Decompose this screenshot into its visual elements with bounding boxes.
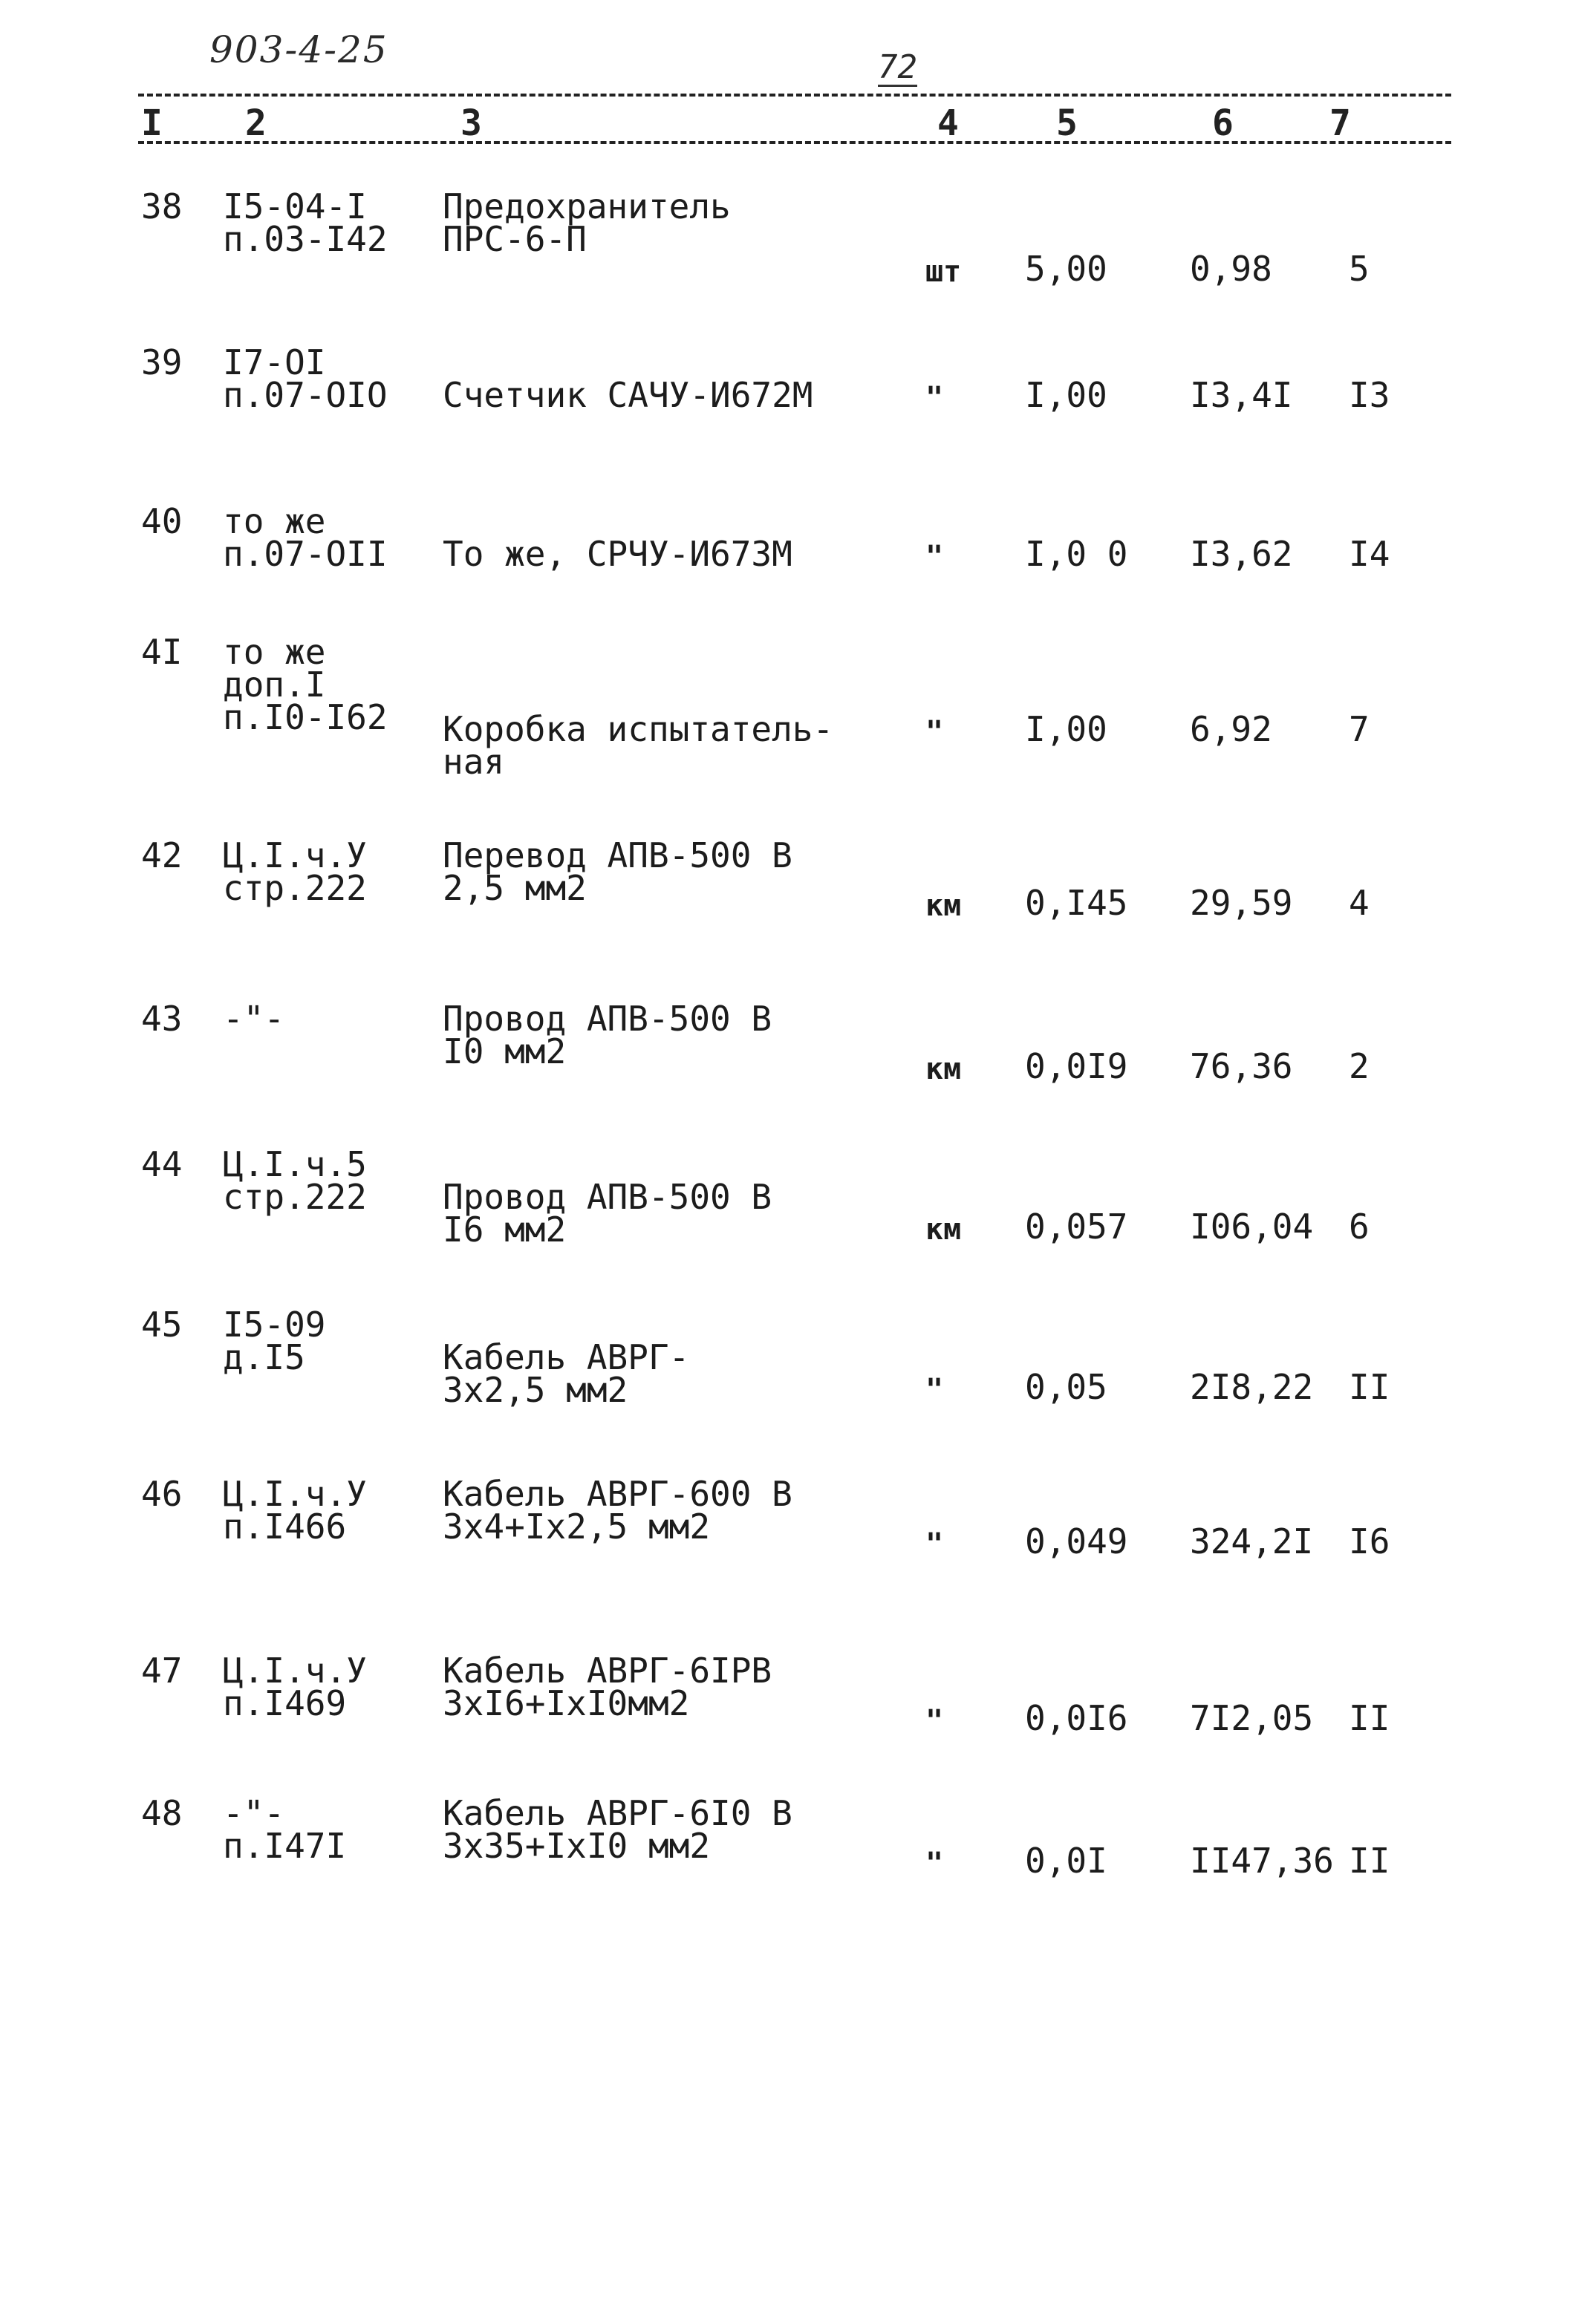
unit-cell: " xyxy=(925,1847,944,1881)
row-number: 4I xyxy=(141,632,183,672)
reference-line: Ц.I.ч.5 xyxy=(223,1144,367,1184)
unit-price-cell: II47,36 xyxy=(1190,1841,1334,1881)
header-bottom-rule xyxy=(138,141,1451,144)
reference-cell xyxy=(223,501,388,574)
column-header-4: 4 xyxy=(937,102,959,144)
quantity-cell: 0,0I6 xyxy=(1025,1698,1128,1738)
item-name-cell xyxy=(443,186,731,259)
reference-cell xyxy=(223,1144,367,1217)
item-name-line: То же, СРЧУ-И673М xyxy=(443,534,792,574)
reference-line: п.I466 xyxy=(223,1507,347,1547)
quantity-cell: 0,I45 xyxy=(1025,883,1128,923)
item-name-line: Коробка испытатель- xyxy=(443,709,834,749)
total-cell: I3 xyxy=(1349,375,1390,415)
row-number: 43 xyxy=(141,999,183,1039)
page-number: 72 xyxy=(878,48,917,86)
item-name-line: Предохранитель xyxy=(443,186,731,226)
unit-cell: " xyxy=(925,715,944,749)
column-header-3: 3 xyxy=(460,102,482,144)
reference-line: п.I47I xyxy=(223,1826,347,1866)
item-name-cell xyxy=(443,999,772,1071)
reference-line: п.03-I42 xyxy=(223,219,388,259)
unit-price-cell: 324,2I xyxy=(1190,1521,1314,1561)
unit-price-cell: 6,92 xyxy=(1190,709,1272,749)
total-cell: 2 xyxy=(1349,1046,1370,1086)
row-number: 39 xyxy=(141,342,183,382)
column-header-5: 5 xyxy=(1056,102,1078,144)
total-cell: I6 xyxy=(1349,1521,1390,1561)
item-name-cell xyxy=(443,1177,772,1250)
quantity-cell: 0,05 xyxy=(1025,1367,1107,1407)
unit-price-cell: 7I2,05 xyxy=(1190,1698,1314,1738)
total-cell: 5 xyxy=(1349,249,1370,289)
reference-cell xyxy=(223,1305,326,1377)
unit-price-cell: I3,4I xyxy=(1190,375,1293,415)
item-name-line: I6 мм2 xyxy=(443,1210,567,1250)
item-name-line: Счетчик САЧУ-И672М xyxy=(443,375,813,415)
quantity-cell: 0,0I xyxy=(1025,1841,1107,1881)
item-name-line: I0 мм2 xyxy=(443,1031,567,1071)
total-cell: II xyxy=(1349,1841,1390,1881)
header-top-rule xyxy=(138,94,1451,97)
item-name-line: Перевод АПВ-500 В xyxy=(443,835,792,875)
item-name-line: Провод АПВ-500 В xyxy=(443,999,772,1039)
item-name-cell xyxy=(443,1651,772,1723)
item-name-line: Провод АПВ-500 В xyxy=(443,1177,772,1217)
total-cell: II xyxy=(1349,1367,1390,1407)
row-number: 42 xyxy=(141,835,183,875)
column-header-7: 7 xyxy=(1329,102,1351,144)
unit-cell: " xyxy=(925,381,944,415)
item-name-line: Кабель АВРГ- xyxy=(443,1337,690,1377)
item-name-line: ная xyxy=(443,742,505,782)
reference-cell xyxy=(223,835,367,908)
unit-price-cell: 76,36 xyxy=(1190,1046,1293,1086)
reference-line: п.07-OII xyxy=(223,534,388,574)
reference-line: стр.222 xyxy=(223,868,367,908)
column-header-6: 6 xyxy=(1212,102,1234,144)
unit-price-cell: 29,59 xyxy=(1190,883,1293,923)
total-cell: I4 xyxy=(1349,534,1390,574)
row-number: 46 xyxy=(141,1474,183,1514)
unit-cell: " xyxy=(925,1373,944,1407)
item-name-line: 2,5 мм2 xyxy=(443,868,587,908)
unit-cell: " xyxy=(925,540,944,574)
item-name-cell xyxy=(443,534,792,574)
row-number: 48 xyxy=(141,1793,183,1833)
quantity-cell: I,00 xyxy=(1025,375,1107,415)
reference-cell xyxy=(223,342,388,415)
unit-price-cell: 0,98 xyxy=(1190,249,1272,289)
item-name-cell xyxy=(443,1474,792,1547)
reference-cell xyxy=(223,632,388,737)
item-name-line: 3х4+Iх2,5 мм2 xyxy=(443,1507,711,1547)
reference-line: Ц.I.ч.У xyxy=(223,1651,367,1691)
quantity-cell: 0,057 xyxy=(1025,1207,1128,1247)
reference-line: I7-OI xyxy=(223,342,326,382)
reference-line: I5-04-I xyxy=(223,186,367,226)
reference-line: -"- xyxy=(223,999,285,1039)
item-name-line: Кабель АВРГ-6I0 В xyxy=(443,1793,792,1833)
item-name-cell xyxy=(443,1793,792,1866)
total-cell: 4 xyxy=(1349,883,1370,923)
reference-cell xyxy=(223,186,388,259)
unit-cell: шт xyxy=(925,255,962,289)
row-number: 47 xyxy=(141,1651,183,1691)
quantity-cell: I,0 0 xyxy=(1025,534,1128,574)
reference-line: п.07-OIO xyxy=(223,375,388,415)
reference-line: п.I469 xyxy=(223,1683,347,1723)
unit-cell: км xyxy=(925,1052,962,1086)
reference-cell xyxy=(223,999,285,1039)
quantity-cell: 0,0I9 xyxy=(1025,1046,1128,1086)
unit-price-cell: 2I8,22 xyxy=(1190,1367,1314,1407)
row-number: 40 xyxy=(141,501,183,541)
total-cell: II xyxy=(1349,1698,1390,1738)
reference-line: то же xyxy=(223,501,326,541)
reference-line: то же xyxy=(223,632,326,672)
reference-cell xyxy=(223,1793,347,1866)
unit-price-cell: I06,04 xyxy=(1190,1207,1314,1247)
reference-cell xyxy=(223,1474,367,1547)
reference-line: стр.222 xyxy=(223,1177,367,1217)
unit-cell: км xyxy=(925,889,962,923)
unit-cell: " xyxy=(925,1704,944,1738)
total-cell: 7 xyxy=(1349,709,1370,749)
item-name-line: Кабель АВРГ-600 В xyxy=(443,1474,792,1514)
unit-cell: " xyxy=(925,1527,944,1561)
reference-line: Ц.I.ч.У xyxy=(223,1474,367,1514)
item-name-cell xyxy=(443,709,834,782)
reference-line: п.I0-I62 xyxy=(223,697,388,737)
column-header-2: 2 xyxy=(245,102,267,144)
item-name-cell xyxy=(443,835,792,908)
item-name-line: ПРС-6-П xyxy=(443,219,587,259)
item-name-line: 3х2,5 мм2 xyxy=(443,1370,628,1410)
reference-line: доп.I xyxy=(223,665,326,705)
column-header-1: I xyxy=(141,102,163,144)
row-number: 44 xyxy=(141,1144,183,1184)
item-name-line: 3хI6+IхI0мм2 xyxy=(443,1683,690,1723)
unit-price-cell: I3,62 xyxy=(1190,534,1293,574)
reference-line: -"- xyxy=(223,1793,285,1833)
reference-line: д.I5 xyxy=(223,1337,305,1377)
total-cell: 6 xyxy=(1349,1207,1370,1247)
quantity-cell: 0,049 xyxy=(1025,1521,1128,1561)
row-number: 38 xyxy=(141,186,183,226)
item-name-line: Кабель АВРГ-6IРВ xyxy=(443,1651,772,1691)
item-name-cell xyxy=(443,375,813,415)
item-name-line: 3х35+IхI0 мм2 xyxy=(443,1826,711,1866)
reference-line: Ц.I.ч.У xyxy=(223,835,367,875)
document-code: 903-4-25 xyxy=(209,28,388,71)
unit-cell: км xyxy=(925,1212,962,1247)
row-number: 45 xyxy=(141,1305,183,1345)
item-name-cell xyxy=(443,1337,690,1410)
quantity-cell: I,00 xyxy=(1025,709,1107,749)
reference-line: I5-09 xyxy=(223,1305,326,1345)
reference-cell xyxy=(223,1651,367,1723)
quantity-cell: 5,00 xyxy=(1025,249,1107,289)
